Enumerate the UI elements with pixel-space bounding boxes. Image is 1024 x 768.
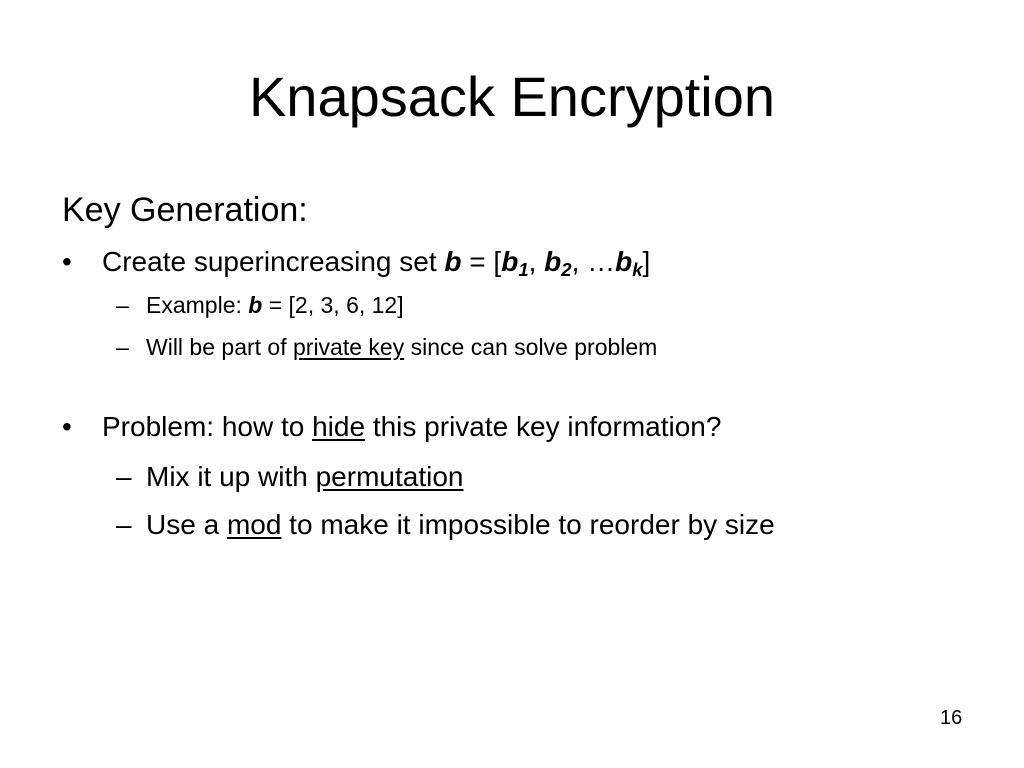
bullet-marker: • (62, 246, 72, 277)
variable-subscript: 2 (561, 259, 572, 281)
variable-letter: b (501, 246, 519, 277)
underlined-term: mod (226, 509, 282, 540)
underlined-term: hide (312, 411, 366, 442)
variable-b2 (544, 246, 572, 281)
variable-letter: b (615, 246, 633, 277)
variable-letter: b (544, 246, 562, 277)
variable-b: b (248, 292, 263, 318)
variable-b: b (444, 246, 462, 277)
subitem-text-segment: Mix it up with (146, 461, 316, 492)
page-number: 16 (940, 707, 963, 729)
variable-b1 (501, 246, 529, 281)
dash-marker: – (116, 292, 129, 318)
section-heading: Key Generation: (62, 191, 308, 229)
subitem-text (146, 507, 775, 543)
subitem-text-segment: since can solve problem (404, 334, 658, 360)
dash-marker: – (116, 334, 129, 360)
variable-subscript: k (632, 259, 643, 281)
subitem-text-segment: to make it impossible to reorder by size (281, 509, 775, 540)
bullet-text-segment: ] (642, 246, 651, 277)
bullet-text (102, 244, 650, 280)
bullet-text-segment: Problem: how to (102, 411, 313, 442)
variable-bk (615, 246, 643, 281)
dash-marker: – (116, 509, 132, 540)
underlined-term: permutation (315, 461, 464, 492)
subitem-text-segment: Will be part of (146, 334, 293, 360)
subitem-text-segment: = [2, 3, 6, 12] (262, 292, 404, 318)
underlined-term: private key (293, 334, 405, 360)
bullet-text-segment: this private key information? (365, 411, 722, 442)
variable-subscript: 1 (518, 259, 529, 281)
bullet-text-segment: , … (571, 246, 616, 277)
subitem-text (146, 459, 463, 495)
slide-title: Knapsack Encryption (248, 65, 776, 128)
bullet-text-segment: Create superincreasing set (102, 246, 445, 277)
bullet-text-segment: = [ (461, 246, 502, 277)
subitem-text (146, 290, 404, 320)
dash-marker: – (116, 461, 132, 492)
bullet-text (102, 409, 721, 445)
subitem-text-segment: Use a (146, 509, 227, 540)
bullet-text-segment: , (528, 246, 545, 277)
subitem-text (146, 332, 657, 362)
subitem-text-segment: Example: (146, 292, 249, 318)
bullet-marker: • (62, 411, 72, 442)
